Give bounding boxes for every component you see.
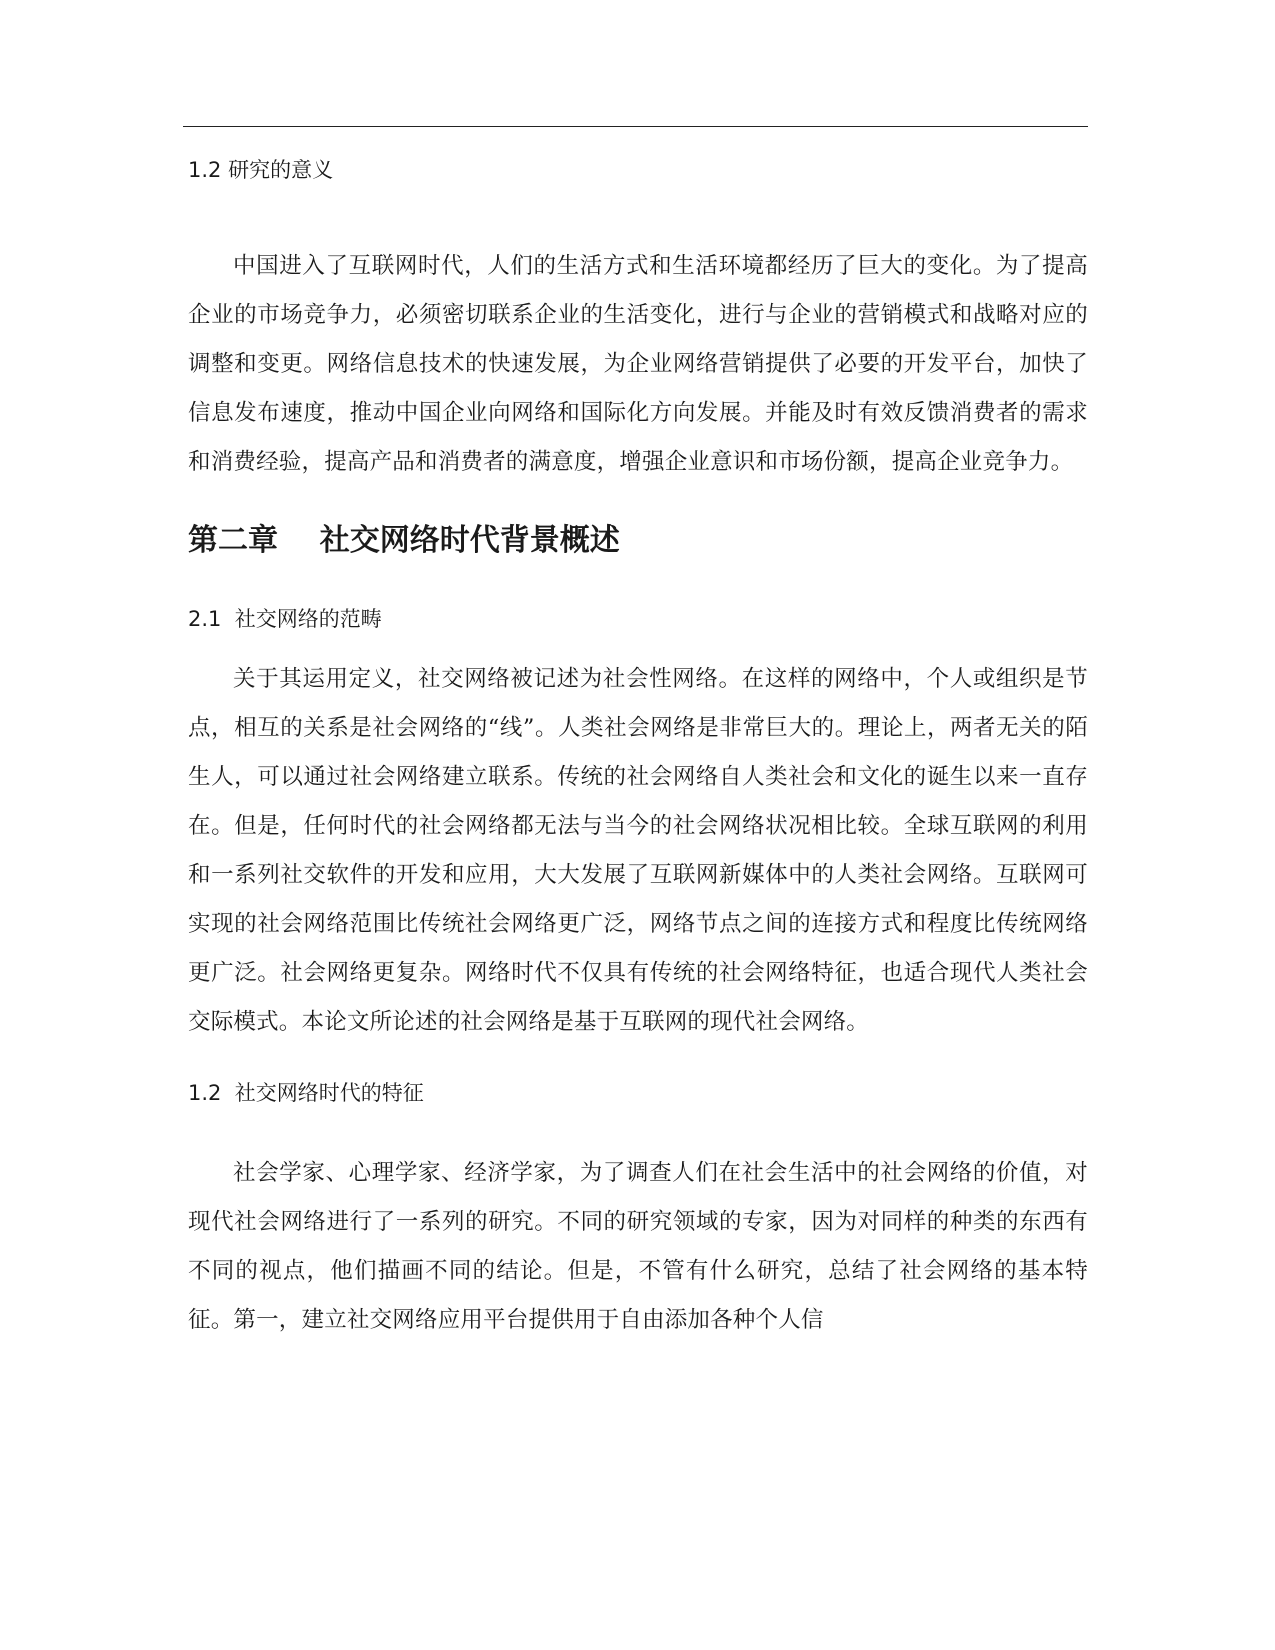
paragraph-social-network-scope: 关于其运用定义，社交网络被记述为社会性网络。在这样的网络中，个人或组织是节点，相互的关系是社会网络的“线”。人类社会网络是非常巨大的。理论上，两者无关的陌生人，可以通过社会网络建立联系。传统的社会网络自人类社会和文化的诞生以来一直存在。但是，任何时代的社会网络都无法与当今的社会网络状况相比较。全球互联网的利用和一系列社交软件的开发和应用，大大发展了互联网新媒体中的人类社会网络。互联网可实现的社会网络范围比传统社会网络更广泛，网络节点之间的连接方式和程度比传统网络更广泛。社会网络更复杂。网络时代不仅具有传统的社会网络特征，也适合现代人类社会交际模式。本论文所论述的社会网络是基于互联网的现代社会网络。 xyxy=(188,666,1088,1035)
section-heading-2-1: 2.1 社交网络的范畴 xyxy=(188,607,382,631)
header-rule xyxy=(183,126,1088,127)
document-body xyxy=(188,150,1088,1345)
section-heading-1-2-features: 1.2 社交网络时代的特征 xyxy=(188,1081,424,1105)
paragraph-research-significance: 中国进入了互联网时代，人们的生活方式和生活环境都经历了巨大的变化。为了提高企业的市场竞争力，必须密切联系企业的生活变化，进行与企业的营销模式和战略对应的调整和变更。网络信息技术的快速发展，为企业网络营销提供了必要的开发平台，加快了信息发布速度，推动中国企业向网络和国际化方向发展。并能及时有效反馈消费者的需求和消费经验，提高产品和消费者的满意度，增强企业意识和市场份额，提高企业竞争力。 xyxy=(188,253,1088,475)
chapter-heading-2: 第二章 社交网络时代背景概述 xyxy=(188,523,620,558)
paragraph-social-network-features: 社会学家、心理学家、经济学家，为了调查人们在社会生活中的社会网络的价值，对现代社会网络进行了一系列的研究。不同的研究领域的专家，因为对同样的种类的东西有不同的视点，他们描画不同的结论。但是，不管有什么研究，总结了社会网络的基本特征。第一，建立社交网络应用平台提供用于自由添加各种个人信 xyxy=(188,1160,1088,1333)
section-heading-1-2: 1.2 研究的意义 xyxy=(188,158,334,182)
